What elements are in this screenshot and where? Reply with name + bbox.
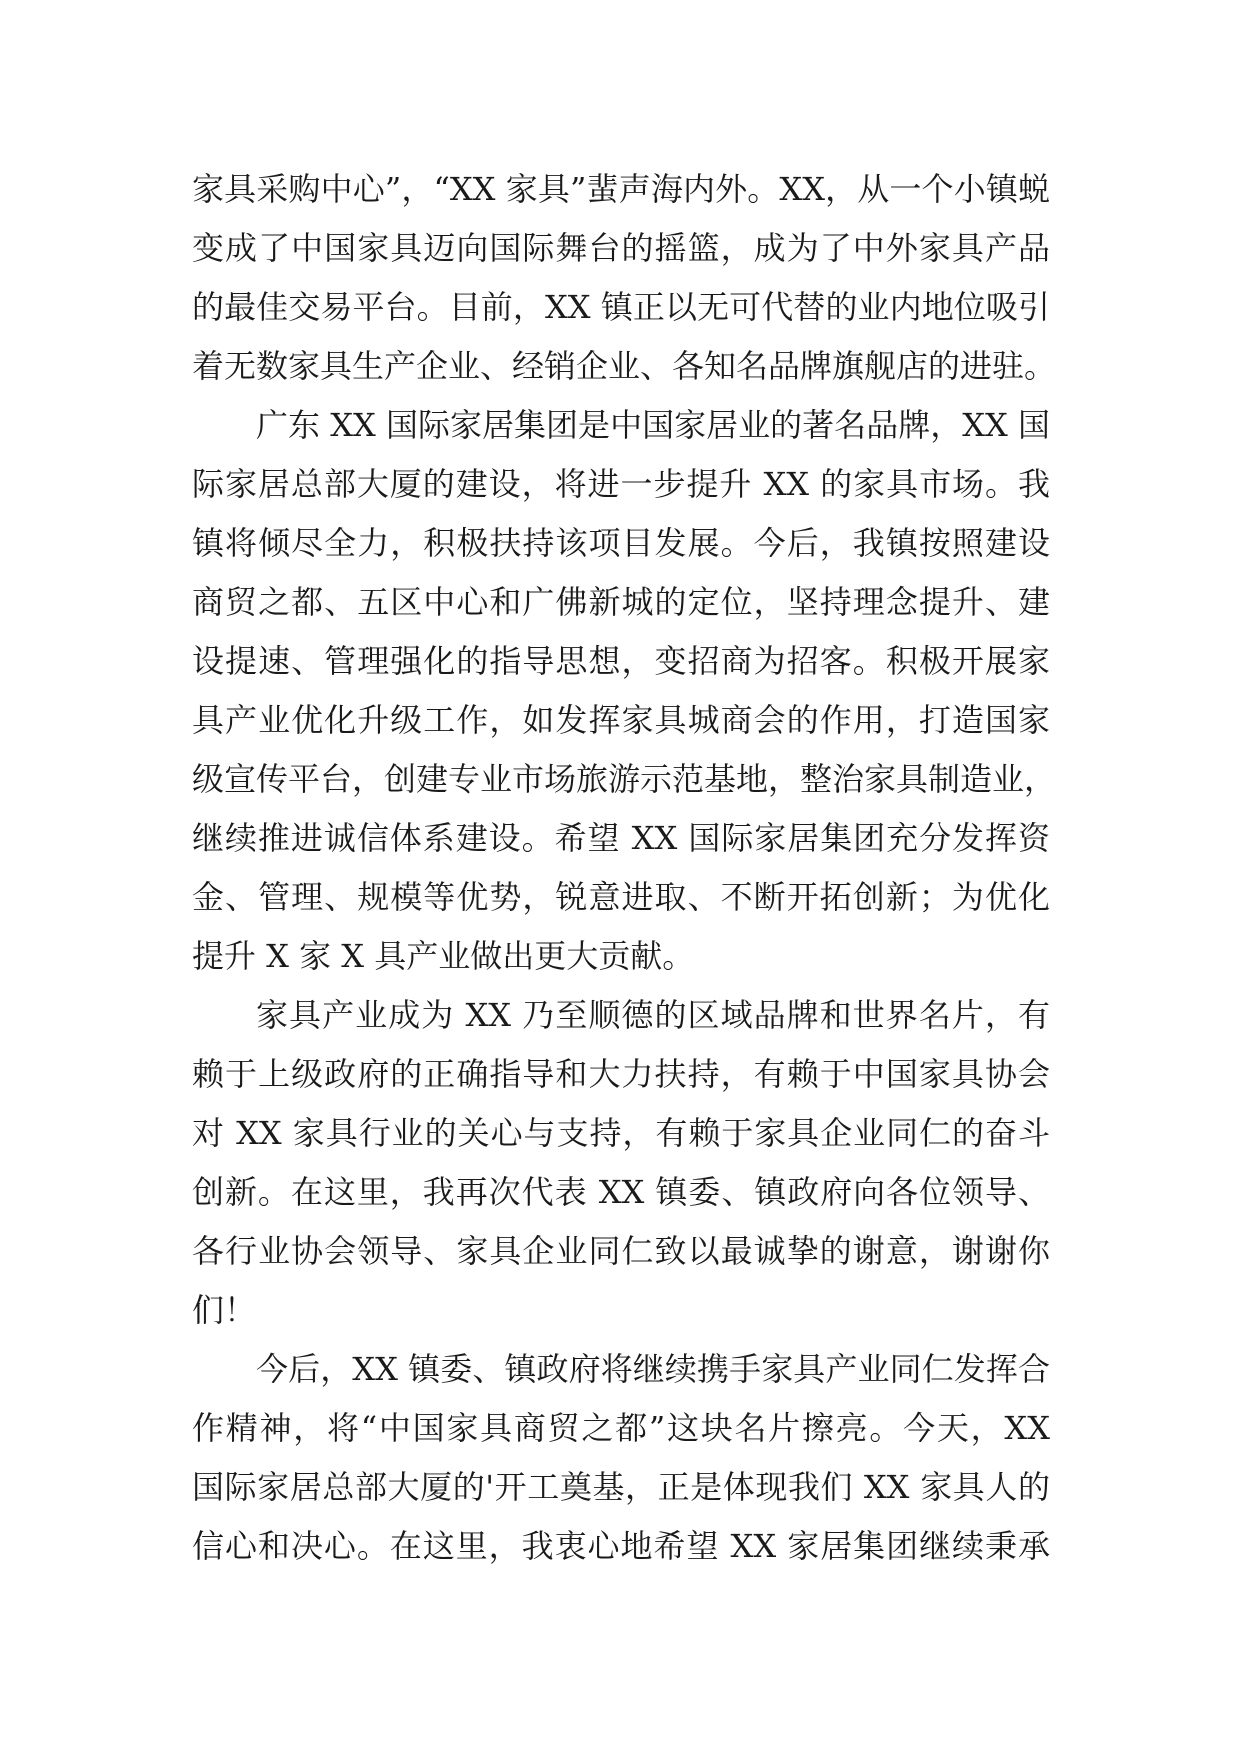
text-line: 今后，XX 镇委、镇政府将继续携手家具产业同仁发挥合	[256, 1350, 1050, 1388]
text-line: 商贸之都、五区中心和广佛新城的定位，坚持理念提升、建	[192, 583, 1050, 621]
text-line: 提升 X 家 X 具产业做出更大贡献。	[192, 937, 695, 975]
text-line: 级宣传平台，创建专业市场旅游示范基地，整治家具制造业，	[192, 760, 1057, 798]
text-line: 创新。在这里，我再次代表 XX 镇委、镇政府向各位领导、	[192, 1173, 1050, 1211]
text-line: 家具采购中心”，“XX 家具”蜚声海内外。XX，从一个小镇蜕	[192, 170, 1050, 208]
text-line: 的最佳交易平台。目前，XX 镇正以无可代替的业内地位吸引	[192, 288, 1050, 326]
document-body	[192, 160, 1057, 1576]
paragraph-3	[192, 986, 1050, 1340]
text-line: 设提速、管理强化的指导思想，变招商为招客。积极开展家	[192, 642, 1050, 680]
text-line: 国际家居总部大厦的'开工奠基，正是体现我们 XX 家具人的	[192, 1468, 1050, 1506]
text-line: 各行业协会领导、家具企业同仁致以最诚挚的谢意，谢谢你	[192, 1232, 1050, 1270]
text-line: 着无数家具生产企业、经销企业、各知名品牌旗舰店的进驻。	[192, 347, 1057, 385]
text-line: 际家居总部大厦的建设，将进一步提升 XX 的家具市场。我	[192, 465, 1050, 503]
text-line: 作精神，将“中国家具商贸之都”这块名片擦亮。今天，XX	[192, 1409, 1050, 1447]
text-line: 金、管理、规模等优势，锐意进取、不断开拓创新；为优化	[192, 878, 1050, 916]
text-line: 镇将倾尽全力，积极扶持该项目发展。今后，我镇按照建设	[192, 524, 1050, 562]
text-line: 广东 XX 国际家居集团是中国家居业的著名品牌，XX 国	[256, 406, 1050, 444]
text-line: 变成了中国家具迈向国际舞台的摇篮，成为了中外家具产品	[192, 229, 1050, 267]
text-line: 对 XX 家具行业的关心与支持，有赖于家具企业同仁的奋斗	[192, 1114, 1050, 1152]
paragraph-1	[192, 160, 1057, 396]
text-line: 家具产业成为 XX 乃至顺德的区域品牌和世界名片，有	[256, 996, 1050, 1034]
text-line: 具产业优化升级工作，如发挥家具城商会的作用，打造国家	[192, 701, 1050, 739]
paragraph-4	[192, 1340, 1050, 1576]
text-line: 继续推进诚信体系建设。希望 XX 国际家居集团充分发挥资	[192, 819, 1050, 857]
text-line: 信心和决心。在这里，我衷心地希望 XX 家居集团继续秉承	[192, 1527, 1050, 1565]
text-line: 赖于上级政府的正确指导和大力扶持，有赖于中国家具协会	[192, 1055, 1050, 1093]
text-line: 们！	[192, 1291, 257, 1329]
paragraph-2	[192, 396, 1057, 986]
